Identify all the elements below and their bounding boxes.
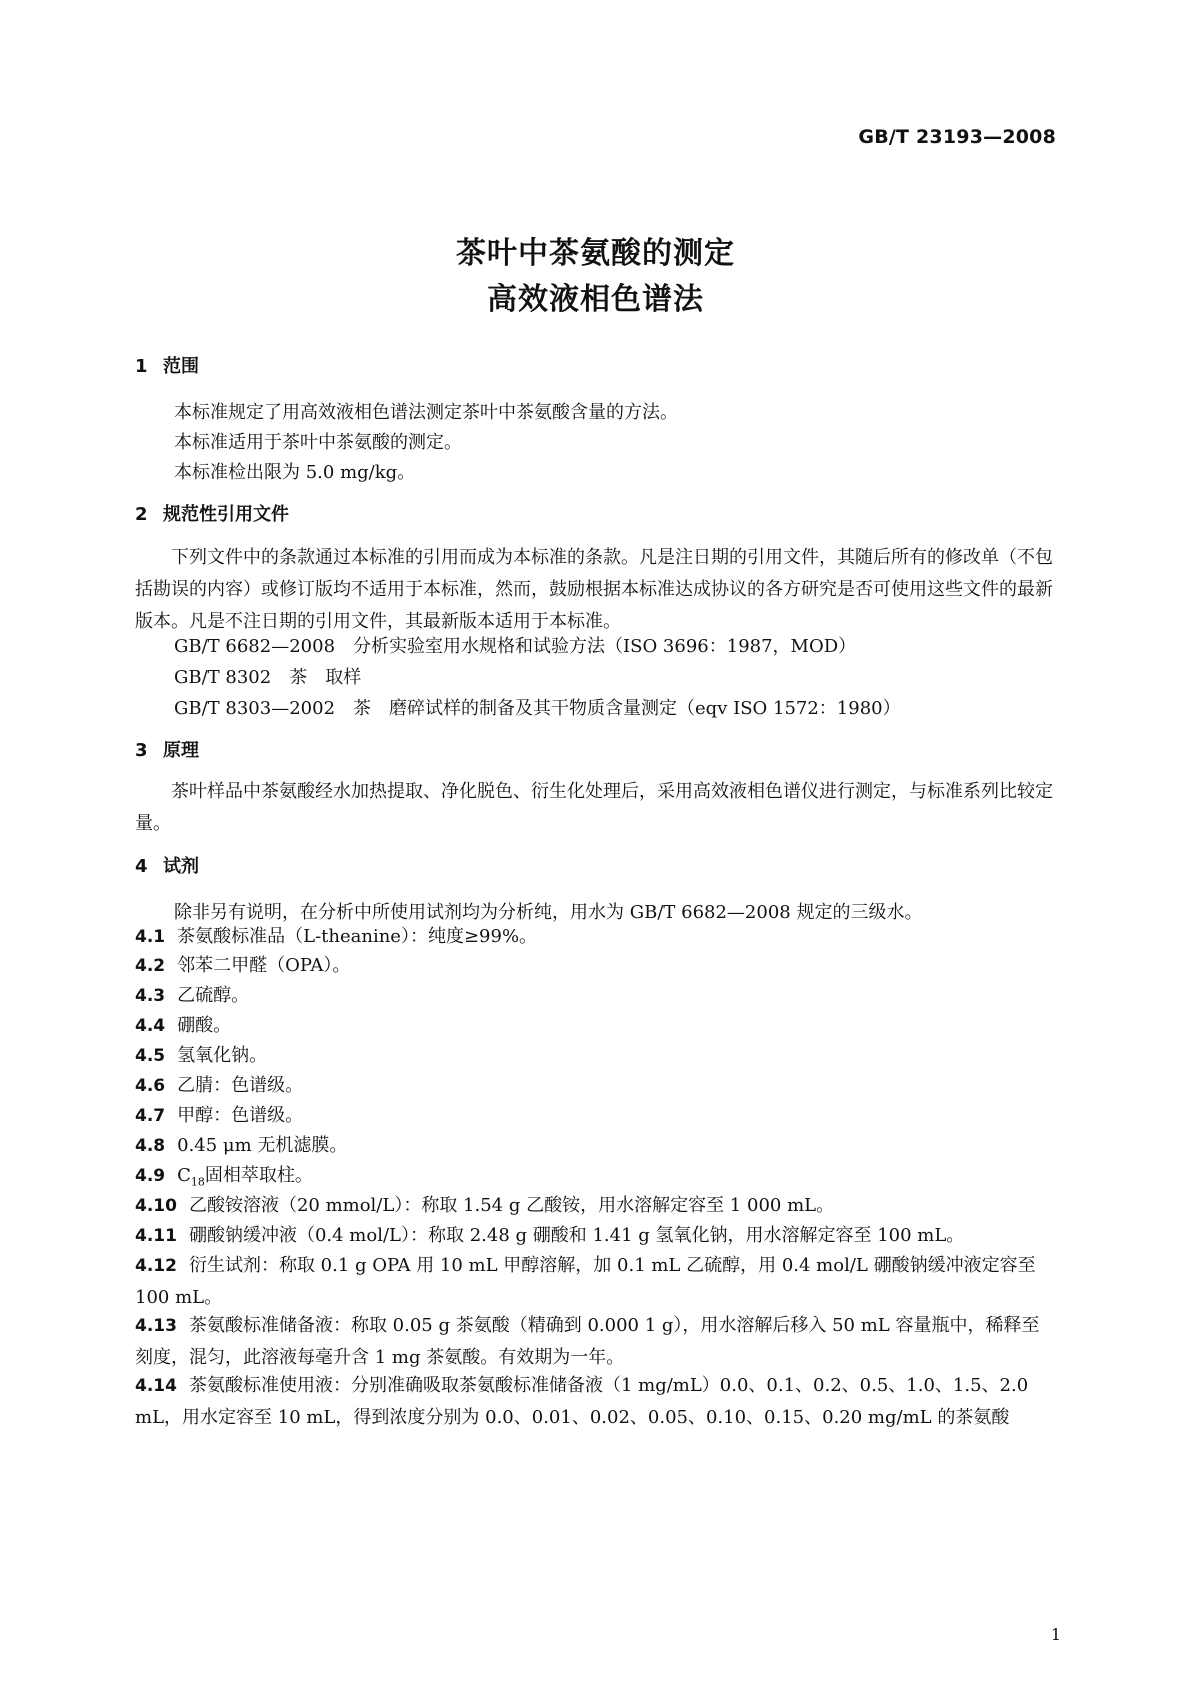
document-subtitle: 高效液相色谱法 bbox=[487, 282, 704, 317]
reagent-item: 4.1 茶氨酸标准品（L-theanine）：纯度≥99%。 bbox=[135, 926, 538, 947]
reagent-item: 4.10 乙酸铵溶液（20 mmol/L）：称取 1.54 g 乙酸铵，用水溶解定容至 1 000 mL。 bbox=[135, 1195, 835, 1216]
reagent-item: 4.2 邻苯二甲醛（OPA）。 bbox=[135, 955, 351, 976]
reference-item: GB/T 8302 茶 取样 bbox=[174, 667, 362, 688]
section-number: 4 bbox=[135, 856, 148, 877]
reagent-item: 4.3 乙硫醇。 bbox=[135, 985, 250, 1006]
section-3-heading bbox=[135, 736, 199, 762]
paragraph: 本标准适用于茶叶中茶氨酸的测定。 bbox=[174, 432, 462, 453]
standard-code: GB/T 23193—2008 bbox=[858, 126, 1056, 148]
section-title: 规范性引用文件 bbox=[163, 504, 289, 525]
paragraph: 除非另有说明，在分析中所使用试剂均为分析纯，用水为 GB/T 6682—2008 规定的三级水。 bbox=[174, 902, 923, 923]
section-4-heading bbox=[135, 852, 199, 878]
section-title: 原理 bbox=[163, 740, 199, 761]
section-number: 1 bbox=[135, 356, 148, 377]
paragraph: 茶叶样品中茶氨酸经水加热提取、净化脱色、衍生化处理后，采用高效液相色谱仪进行测定，与标准系列比较定量。 bbox=[135, 781, 1053, 834]
reagent-item: 4.4 硼酸。 bbox=[135, 1015, 232, 1036]
document-title: 茶叶中茶氨酸的测定 bbox=[456, 236, 735, 271]
reagent-item: 4.12 衍生试剂：称取 0.1 g OPA 用 10 mL 甲醇溶解，加 0.1 mL 乙硫醇，用 0.4 mol/L 硼酸钠缓冲液定容至 100 mL。 bbox=[135, 1255, 1036, 1308]
reagent-item: 4.6 乙腈：色谱级。 bbox=[135, 1075, 304, 1096]
section-number: 2 bbox=[135, 504, 148, 525]
reference-item: GB/T 8303—2002 茶 磨碎试样的制备及其干物质含量测定（eqv ISO 1572：1980） bbox=[174, 698, 901, 719]
reagent-item: 4.8 0.45 μm 无机滤膜。 bbox=[135, 1135, 348, 1156]
section-title: 范围 bbox=[163, 356, 199, 377]
paragraph: 本标准规定了用高效液相色谱法测定茶叶中茶氨酸含量的方法。 bbox=[174, 402, 678, 423]
reagent-item: 4.14 茶氨酸标准使用液：分别准确吸取茶氨酸标准储备液（1 mg/mL）0.0、0.1、0.2、0.5、1.0、1.5、2.0 mL，用水定容至 10 mL，得到浓度分别为 0.0、0.01、0.02、0.05、0.10、0.15、0.20 mg/mL 的茶氨酸 bbox=[135, 1375, 1029, 1428]
reagent-item: 4.9 $C_{18}$固相萃取柱。 bbox=[135, 1165, 313, 1189]
reference-item: GB/T 6682—2008 分析实验室用水规格和试验方法（ISO 3696：1987，MOD） bbox=[174, 636, 857, 657]
reagent-item: 4.7 甲醇：色谱级。 bbox=[135, 1105, 304, 1126]
paragraph: 下列文件中的条款通过本标准的引用而成为本标准的条款。凡是注日期的引用文件，其随后所有的修改单（不包括勘误的内容）或修订版均不适用于本标准，然而，鼓励根据本标准达成协议的各方研究是否可使用这些文件的最新版本。凡是不注日期的引用文件，其最新版本适用于本标准。 bbox=[135, 547, 1053, 632]
reagent-item: 4.13 茶氨酸标准储备液：称取 0.05 g 茶氨酸（精确到 0.000 1 g），用水溶解后移入 50 mL 容量瓶中，稀释至刻度，混匀，此溶液每毫升含 1 mg 茶氨酸。有效期为一年。 bbox=[135, 1315, 1040, 1368]
reagent-item: 4.11 硼酸钠缓冲液（0.4 mol/L）：称取 2.48 g 硼酸和 1.41 g 氢氧化钠，用水溶解定容至 100 mL。 bbox=[135, 1225, 965, 1246]
section-2-heading bbox=[135, 500, 289, 526]
paragraph: 本标准检出限为 5.0 mg/kg。 bbox=[174, 462, 416, 483]
section-1-heading bbox=[135, 352, 199, 378]
section-title: 试剂 bbox=[163, 856, 199, 877]
page-number: 1 bbox=[1050, 1625, 1061, 1644]
reagent-item: 4.5 氢氧化钠。 bbox=[135, 1045, 268, 1066]
section-number: 3 bbox=[135, 740, 148, 761]
